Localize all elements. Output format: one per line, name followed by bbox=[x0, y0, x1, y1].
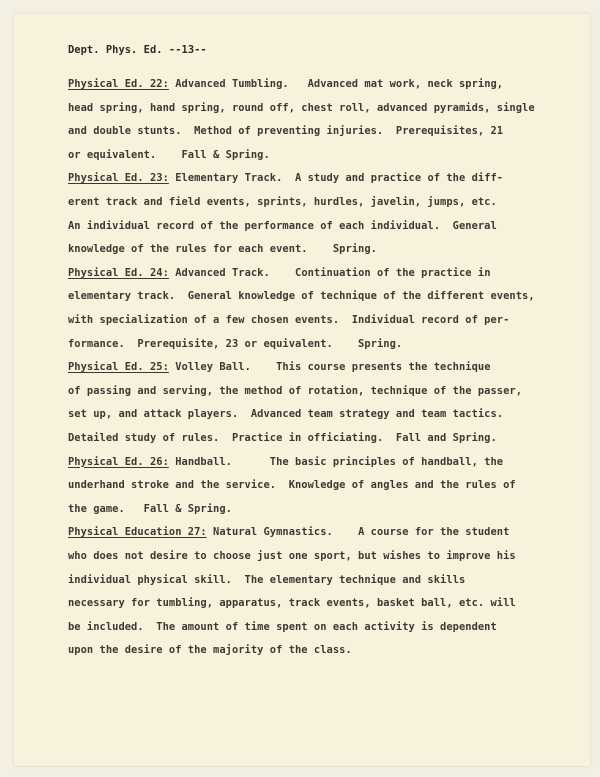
course-description-line: individual physical skill. The elementary technique and skills bbox=[68, 573, 466, 586]
course-heading-line bbox=[68, 526, 509, 538]
course-title-text: Advanced Track. Continuation of the practice in bbox=[168, 266, 491, 279]
course-label: Physical Ed. 24: bbox=[68, 266, 169, 279]
course-heading-line bbox=[68, 267, 491, 279]
course-label: Physical Ed. 26: bbox=[68, 455, 169, 468]
course-title-text: Natural Gymnastics. A course for the student bbox=[206, 526, 510, 539]
course-description-line: head spring, hand spring, round off, chest roll, advanced pyramids, single bbox=[68, 101, 535, 114]
course-title-text: Advanced Tumbling. Advanced mat work, neck spring, bbox=[168, 78, 504, 90]
course-description-line: the game. Fall & Spring. bbox=[68, 502, 232, 515]
course-description-line: Detailed study of rules. Practice in officiating. Fall and Spring. bbox=[68, 432, 497, 444]
course-description-line: set up, and attack players. Advanced team strategy and team tactics. bbox=[68, 408, 504, 421]
course-heading-line bbox=[68, 78, 503, 90]
course-description-line: be included. The amount of time spent on each activity is dependent bbox=[68, 620, 497, 633]
course-heading-line bbox=[68, 456, 503, 468]
page-number: --13-- bbox=[168, 44, 207, 56]
course-label: Physical Ed. 22: bbox=[68, 78, 169, 90]
department-label: Dept. Phys. Ed. bbox=[68, 44, 163, 56]
course-description-line: elementary track. General knowledge of technique of the different events, bbox=[68, 290, 535, 303]
course-description-line: knowledge of the rules for each event. Spring. bbox=[68, 243, 377, 256]
course-description-line: of passing and serving, the method of rotation, technique of the passer, bbox=[68, 384, 523, 397]
course-heading-line bbox=[68, 172, 503, 184]
course-description-line: upon the desire of the majority of the class. bbox=[68, 644, 352, 657]
course-description-line: An individual record of the performance of each individual. General bbox=[68, 219, 497, 232]
course-description-line: with specialization of a few chosen events. Individual record of per- bbox=[68, 314, 510, 326]
course-label: Physical Education 27: bbox=[68, 526, 207, 539]
course-label: Physical Ed. 23: bbox=[68, 172, 169, 185]
course-description-line: formance. Prerequisite, 23 or equivalent. Spring. bbox=[68, 337, 403, 350]
course-label: Physical Ed. 25: bbox=[68, 361, 169, 374]
course-description-line: underhand stroke and the service. Knowledge of angles and the rules of bbox=[68, 479, 516, 492]
course-description-line: necessary for tumbling, apparatus, track events, basket ball, etc. will bbox=[68, 597, 516, 610]
course-description-line: who does not desire to choose just one sport, but wishes to improve his bbox=[68, 550, 516, 562]
course-title-text: Volley Ball. This course presents the technique bbox=[168, 361, 491, 374]
page-header bbox=[68, 44, 207, 56]
course-description-line: erent track and field events, sprints, hurdles, javelin, jumps, etc. bbox=[68, 196, 497, 208]
course-heading-line bbox=[68, 361, 491, 373]
course-description-line: or equivalent. Fall & Spring. bbox=[68, 148, 270, 161]
course-title-text: Handball. The basic principles of handball, the bbox=[168, 455, 504, 468]
course-description-line: and double stunts. Method of preventing injuries. Prerequisites, 21 bbox=[68, 125, 504, 138]
course-title-text: Elementary Track. A study and practice of the diff- bbox=[168, 172, 504, 185]
